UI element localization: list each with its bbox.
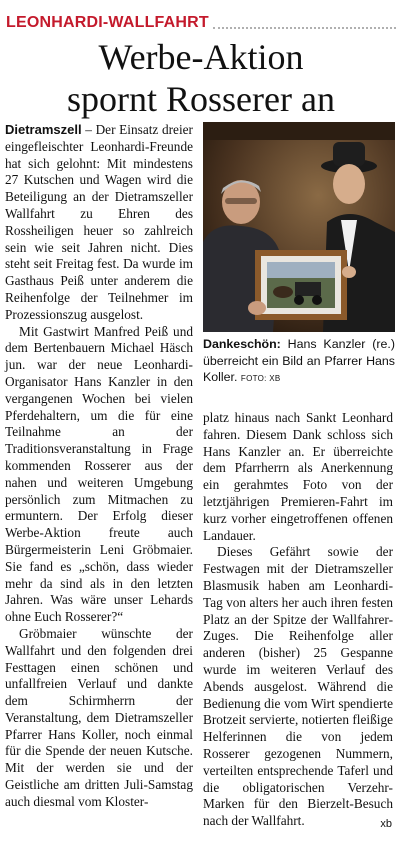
article-photo: [203, 122, 395, 332]
headline-line-2: spornt Rosserer an: [67, 79, 335, 119]
paragraph-5: Dieses Gefährt sowie der Festwagen mit der Dietramszeller Blasmusik haben am Leonhardi-Tag von alters her auch ihren festen Platz an der Spitze der Wallfahrer-Zuges. Die Reihenfolge aller anderen (bisher) 25 Gespanne wurde im weiteren Verlauf des Abends ausgelost. Während die Bedienung die vom Wirt spendierte Brotzeit servierte, notierten fleißige Helferinnen die von jedem Rosserer gezogenen Nummern, verteilten entsprechende Taferl und die obligatorischen Verzehr-Marken für den Bierzelt-Besuch nach der Wallfahrt.: [203, 544, 393, 829]
article-column-1: [5, 122, 193, 811]
photo-illustration: [203, 122, 395, 332]
caption-lead: Dankeschön:: [203, 337, 281, 351]
dateline: Dietramszell: [5, 122, 82, 137]
author-initials: xb: [380, 818, 392, 830]
paragraph-4: platz hinaus nach Sankt Leonhard fahren. Diesem Dank schloss sich Hans Kanzler an. Er überreichte dem Pfarrherrn als Anerkennung ein gerahmtes Foto von der letztjährigen Premieren-Fahrt im kurz vorher eingetroffenen offenen Landauer.: [203, 410, 393, 543]
kicker: [6, 13, 396, 33]
photo-credit: FOTO: XB: [240, 374, 281, 383]
paragraph-2: Mit Gastwirt Manfred Peiß und dem Bertenbauern Michael Häsch jun. war der neue Leonhardi-Organisator Hans Kanzler in den vergangenen Wochen bei vielen Pferdehaltern, um die für eine Teilnahme an der Traditionsveranstaltung in Frage kommenden Rosserer aus der nahen und weiteren Umgebung persönlich zum Mitmachen zu ermuntern. Der Erfolg dieser Werbe-Aktion freute auch Bürgermeisterin Leni Gröbmaier. Sie fand es „schön, dass wieder mehr da sind als in den letzten Jahren. Was wäre unser Lehards ohne Euch Rosserer?“: [5, 323, 193, 625]
paragraph-1-text: – Der Einsatz dreier eingefleischter Leonhardi-Freunde hat sich gelohnt: Mit mindestens 27 Kutschen und Wagen wird die Beteiligung an der Dietramszeller Wallfahrt zu Ehren des Rossheiligen heuer so zahlreich sein wie seit Jahren nicht. Dies steht seit Freitag fest. Da wurde im Gasthaus Peiß unter anderem die Reihenfolge der Teilnehmer im Prozessionszug ausgelost.: [5, 122, 193, 322]
paragraph-3: Gröbmaier wünschte der Wallfahrt und den folgenden drei Festtagen einen schönen und unfallfreien Verlauf und dankte dem Schirmherrn der Veranstaltung, dem Dietramszeller Pfarrer Hans Koller, noch einmal für die Spende der neuen Kutsche. Mit der werden sie und der Geistliche am dritten Juli-Samstag auch diesmal vom Kloster-: [5, 625, 193, 809]
headline: [0, 36, 402, 120]
kicker-dotted-rule: [213, 27, 396, 29]
paragraph-1: [5, 122, 193, 324]
article-column-2: [203, 410, 393, 830]
kicker-text: LEONHARDI-WALLFAHRT: [6, 14, 209, 31]
photo-caption: [203, 336, 395, 388]
headline-line-1: Werbe-Aktion: [98, 37, 304, 77]
caption-text: Hans Kanzler (re.) überreicht ein Bild an Pfarrer Hans Koller.: [203, 337, 395, 384]
